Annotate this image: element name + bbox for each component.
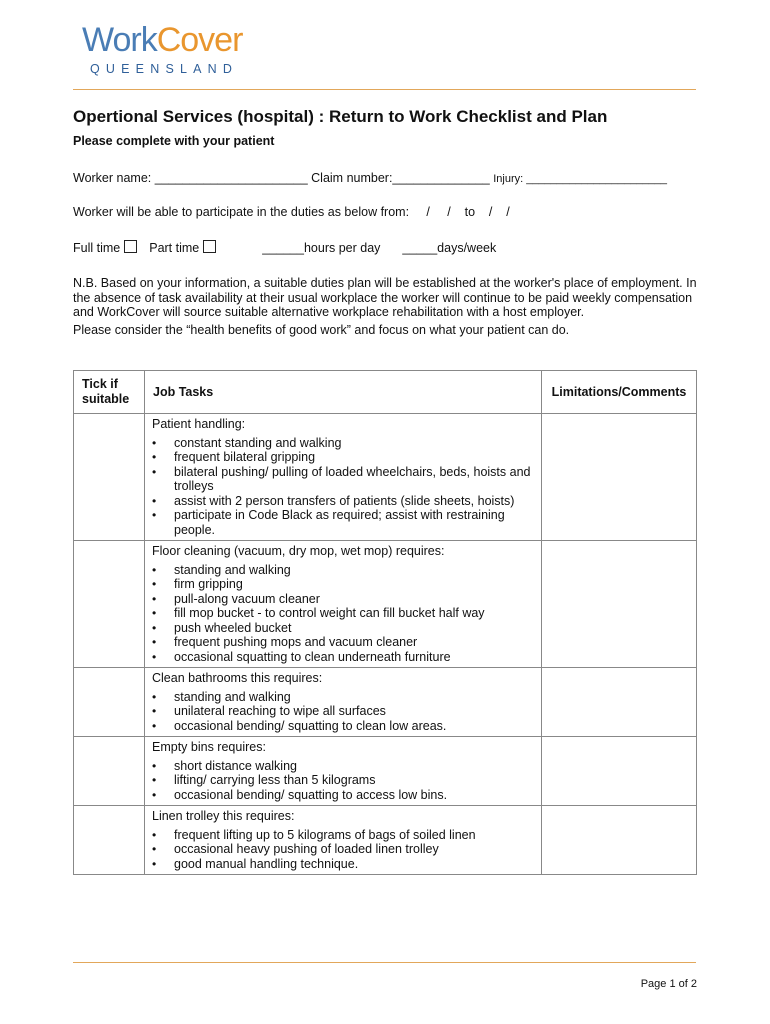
list-item: • frequent bilateral gripping <box>174 450 535 465</box>
job-task-cell <box>145 737 542 806</box>
tick-cell[interactable] <box>74 414 145 541</box>
task-heading: Empty bins requires: <box>152 740 266 754</box>
tick-cell[interactable] <box>74 737 145 806</box>
task-requirements-list <box>152 690 535 734</box>
hours-per-day-field[interactable]: ______hours per day <box>262 241 381 255</box>
list-item: • fill mop bucket - to control weight can fill bucket half way <box>174 606 535 621</box>
table-row <box>74 737 697 806</box>
table-row <box>74 414 697 541</box>
part-time-label: Part time <box>149 241 200 255</box>
list-item: • lifting/ carrying less than 5 kilograms <box>174 773 535 788</box>
tick-cell[interactable] <box>74 806 145 875</box>
table-row <box>74 541 697 668</box>
tick-cell[interactable] <box>74 668 145 737</box>
time-line <box>73 240 496 255</box>
table-header-row <box>74 371 697 414</box>
task-requirements-list <box>152 563 535 665</box>
table-row <box>74 668 697 737</box>
task-requirements-list <box>152 759 535 803</box>
list-item: • occasional heavy pushing of loaded linen trolley <box>174 842 535 857</box>
list-item: • participate in Code Black as required; assist with restraining people. <box>174 508 535 537</box>
duties-date-line[interactable]: Worker will be able to participate in the duties as below from: / / to / / <box>73 205 510 219</box>
job-task-cell <box>145 668 542 737</box>
full-time-checkbox[interactable] <box>124 240 137 253</box>
list-item: • firm gripping <box>174 577 535 592</box>
list-item: • occasional bending/ squatting to clean low areas. <box>174 719 535 734</box>
tick-cell[interactable] <box>74 541 145 668</box>
worker-details-line <box>73 171 667 185</box>
task-heading: Linen trolley this requires: <box>152 809 295 823</box>
workcover-logo <box>82 20 242 76</box>
task-requirements-list <box>152 436 535 538</box>
list-item: • constant standing and walking <box>174 436 535 451</box>
header-limitations: Limitations/Comments <box>542 371 697 414</box>
list-item: • frequent pushing mops and vacuum cleaner <box>174 635 535 650</box>
header-divider <box>73 89 696 90</box>
job-tasks-table <box>73 370 697 875</box>
header-job-tasks: Job Tasks <box>145 371 542 414</box>
nb-text: N.B. Based on your information, a suitable duties plan will be established at the worker's place of employment. In the absence of task availability at their usual workplace the worker will continue to be paid weekly compensation and WorkCover will source suitable alternative workplace rehabilitation with a host employer. <box>73 276 697 319</box>
list-item: • assist with 2 person transfers of patients (slide sheets, hoists) <box>174 494 535 509</box>
note-paragraph <box>73 276 699 337</box>
limitations-cell[interactable] <box>542 414 697 541</box>
list-item: • occasional bending/ squatting to access low bins. <box>174 788 535 803</box>
list-item: • standing and walking <box>174 563 535 578</box>
list-item: • good manual handling technique. <box>174 857 535 872</box>
list-item: • unilateral reaching to wipe all surfaces <box>174 704 535 719</box>
table-row <box>74 806 697 875</box>
worker-claim-fields[interactable]: Worker name: ______________________ Claim number:______________ <box>73 171 490 185</box>
limitations-cell[interactable] <box>542 668 697 737</box>
page-number: Page 1 of 2 <box>640 978 697 990</box>
task-heading: Floor cleaning (vacuum, dry mop, wet mop) requires: <box>152 544 445 558</box>
limitations-cell[interactable] <box>542 806 697 875</box>
list-item: • short distance walking <box>174 759 535 774</box>
list-item: • frequent lifting up to 5 kilograms of bags of soiled linen <box>174 828 535 843</box>
logo-tagline: QUEENSLAND <box>90 62 239 76</box>
list-item: • bilateral pushing/ pulling of loaded wheelchairs, beds, hoists and trolleys <box>174 465 535 494</box>
task-heading: Clean bathrooms this requires: <box>152 671 323 685</box>
full-time-label: Full time <box>73 241 121 255</box>
job-task-cell <box>145 806 542 875</box>
days-per-week-field[interactable]: _____days/week <box>402 241 497 255</box>
job-task-cell <box>145 541 542 668</box>
task-requirements-list <box>152 828 535 872</box>
list-item: • standing and walking <box>174 690 535 705</box>
page-title: Opertional Services (hospital) : Return to Work Checklist and Plan <box>73 107 608 126</box>
header-tick-if-suitable: Tick if suitable <box>74 371 145 414</box>
logo-wordmark <box>82 20 242 60</box>
list-item: • pull-along vacuum cleaner <box>174 592 535 607</box>
limitations-cell[interactable] <box>542 541 697 668</box>
consider-text: Please consider the “health benefits of good work” and focus on what your patient can do. <box>73 322 570 337</box>
footer-divider <box>73 962 696 963</box>
list-item: • push wheeled bucket <box>174 621 535 636</box>
logo-cover: Cover <box>156 21 243 59</box>
limitations-cell[interactable] <box>542 737 697 806</box>
list-item: • occasional squatting to clean underneath furniture <box>174 650 535 665</box>
part-time-checkbox[interactable] <box>203 240 216 253</box>
injury-field[interactable]: Injury: _______________________ <box>493 173 667 185</box>
logo-work: Work <box>82 21 157 59</box>
page-subtitle: Please complete with your patient <box>73 134 275 148</box>
task-heading: Patient handling: <box>152 417 246 431</box>
job-task-cell <box>145 414 542 541</box>
